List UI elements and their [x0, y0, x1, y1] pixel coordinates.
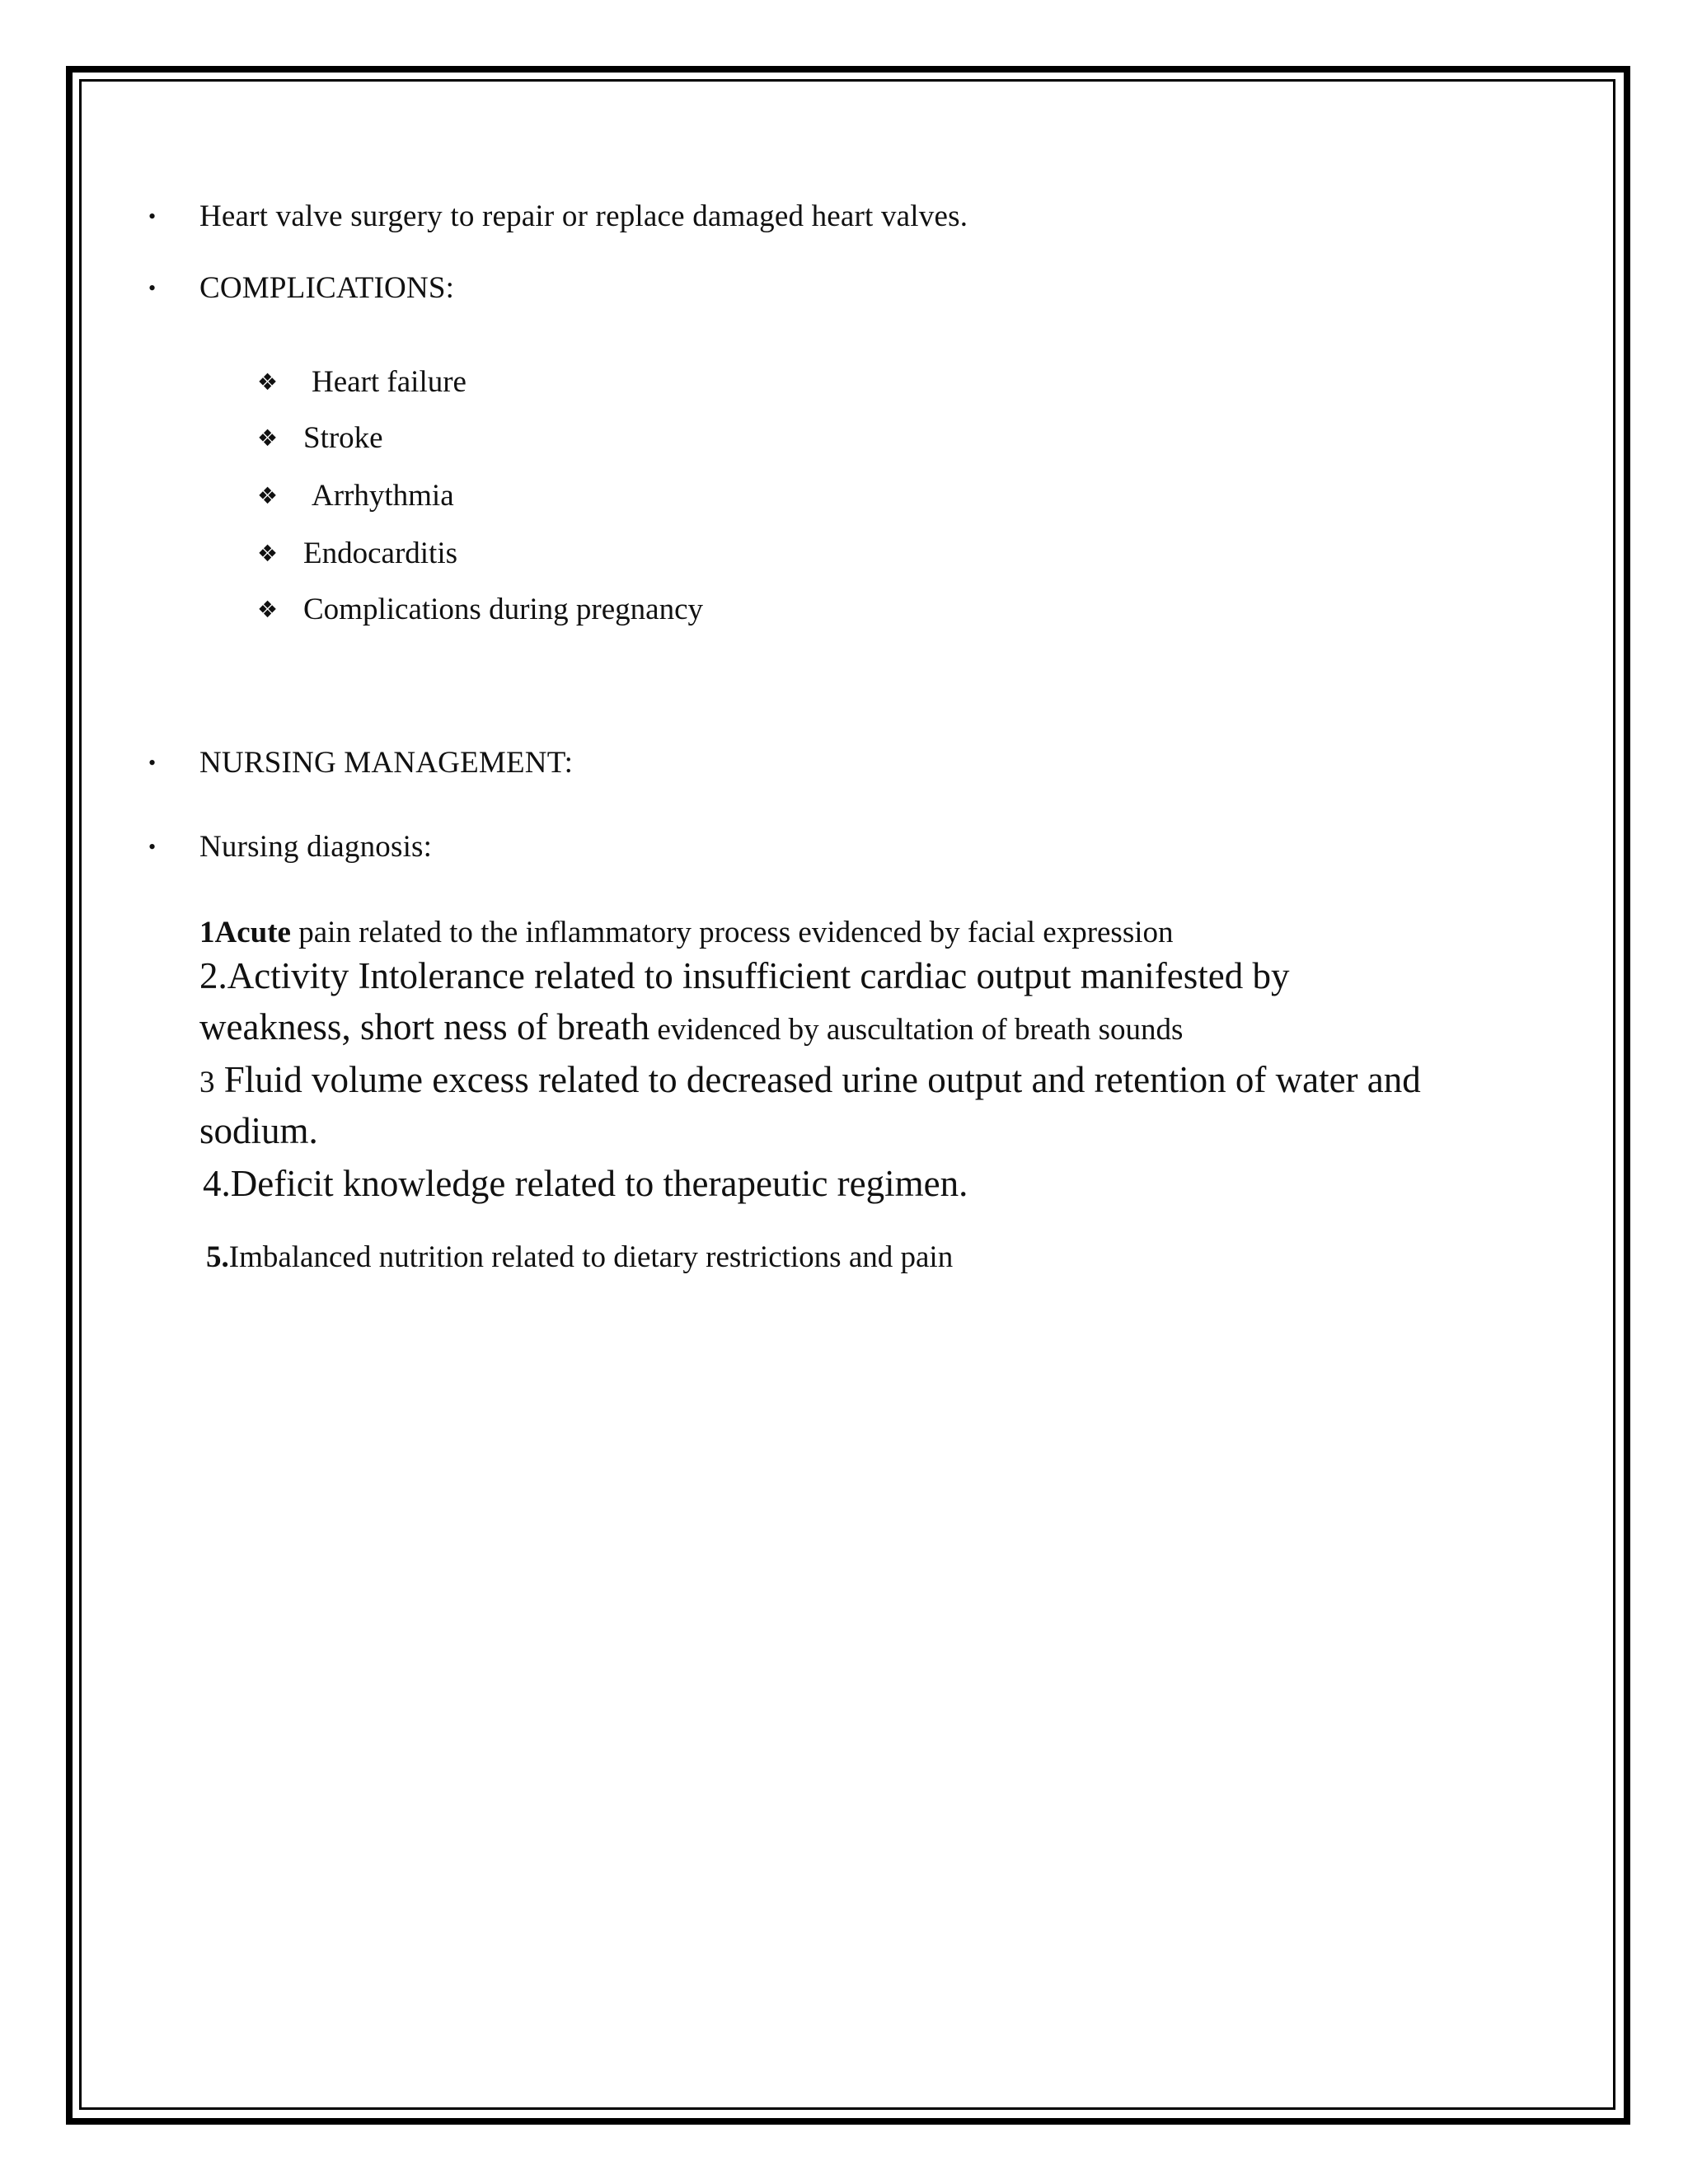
diagnosis-3-line-2 [199, 1109, 318, 1152]
diagnosis-4 [203, 1162, 968, 1205]
diagnosis-2-line-1 [199, 954, 1289, 997]
diamond-bullet-icon: ❖ [257, 368, 279, 396]
complication-item-text: Arrhythmia [312, 479, 454, 513]
diagnosis-3-continuation: sodium. [199, 1110, 318, 1151]
diamond-bullet-icon: ❖ [257, 540, 279, 567]
diamond-bullet-icon: ❖ [257, 596, 279, 623]
diagnosis-4-text: 4.Deficit knowledge related to therapeutic regimen. [203, 1163, 968, 1204]
bullet-dot-icon: • [148, 276, 157, 300]
complication-item-text: Endocarditis [303, 537, 458, 570]
bullet-dot-icon: • [148, 751, 157, 775]
heart-valve-surgery-text: Heart valve surgery to repair or replace damaged heart valves. [199, 199, 968, 233]
diamond-bullet-icon: ❖ [257, 424, 279, 452]
diagnosis-2-line-2 [199, 1005, 1183, 1048]
diamond-bullet-icon: ❖ [257, 482, 279, 509]
diagnosis-2-continuation-small: evidenced by auscultation of breath sounds [649, 1013, 1184, 1047]
complications-heading: COMPLICATIONS: [199, 271, 455, 305]
bullet-dot-icon: • [148, 835, 157, 859]
diagnosis-1-text: pain related to the inflammatory process evidenced by facial expression [290, 916, 1174, 949]
nursing-diagnosis-heading: Nursing diagnosis: [199, 830, 433, 864]
diagnosis-3-line-1 [199, 1058, 1421, 1101]
diagnosis-1-prefix: 1Acute [199, 916, 291, 949]
diagnosis-5 [206, 1240, 953, 1275]
diagnosis-5-text: Imbalanced nutrition related to dietary restrictions and pain [228, 1240, 954, 1274]
diagnosis-2-text: 2.Activity Intolerance related to insufficient cardiac output manifested by [199, 955, 1290, 996]
diagnosis-1 [199, 915, 1174, 950]
bullet-dot-icon: • [148, 204, 157, 228]
diagnosis-2-continuation-large: weakness, short ness of breath [199, 1006, 650, 1047]
diagnosis-3-number: 3 [199, 1066, 215, 1099]
diagnosis-5-prefix: 5. [206, 1240, 229, 1274]
complication-item-text: Heart failure [312, 365, 467, 399]
complication-item-text: Stroke [303, 421, 383, 455]
complication-item-text: Complications during pregnancy [303, 593, 704, 626]
nursing-management-heading: NURSING MANAGEMENT: [199, 746, 574, 780]
diagnosis-3-text: Fluid volume excess related to decreased urine output and retention of water and [214, 1059, 1421, 1100]
